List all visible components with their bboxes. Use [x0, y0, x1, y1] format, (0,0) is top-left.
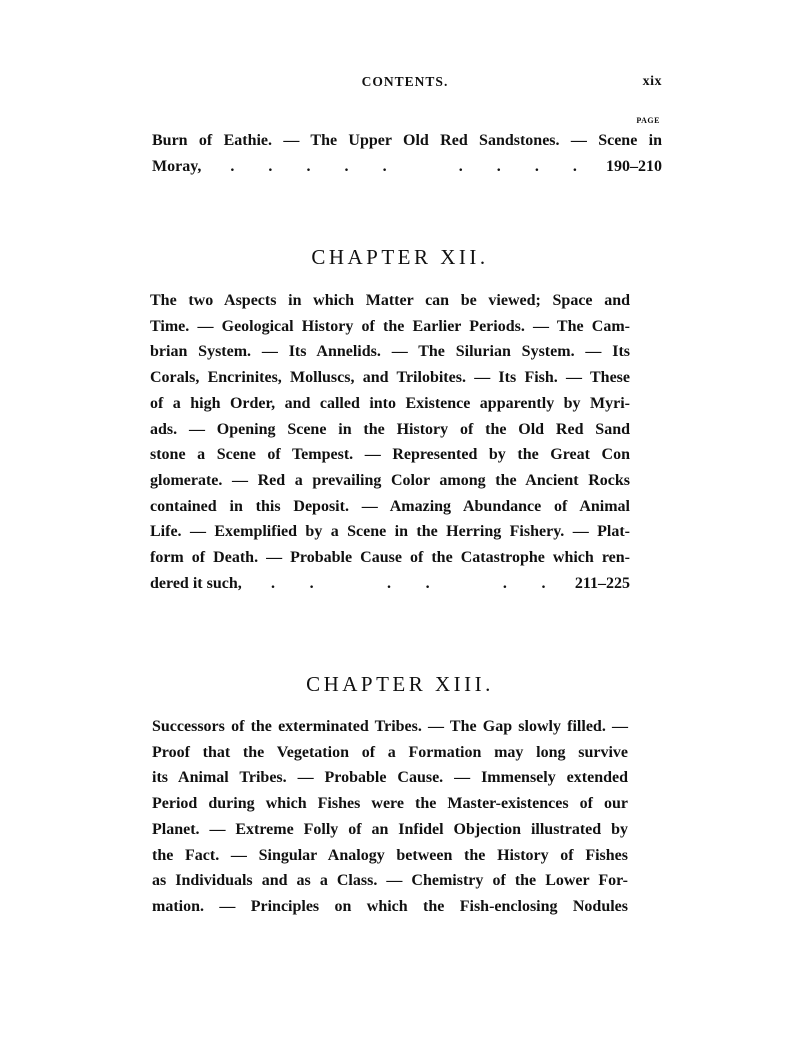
- page-column-label: PAGE: [636, 116, 660, 125]
- contents-entry-chapter-12: [150, 288, 630, 596]
- entry-last-text: dered it such,: [150, 574, 242, 592]
- entry-line: mation. — Principles on which the Fish-enclosing Nodules: [152, 897, 628, 915]
- entry-line: Burn of Eathie. — The Upper Old Red Sandstones. — Scene in: [152, 132, 662, 149]
- entry-line: Successors of the exterminated Tribes. — The Gap slowly filled. —: [152, 718, 628, 735]
- entry-line: Proof that the Vegetation of a Formation may long survive: [152, 743, 628, 761]
- entry-line: contained in this Deposit. — Amazing Abundance of Animal: [150, 497, 630, 515]
- contents-entry-chapter-11-continued: [152, 128, 662, 179]
- entry-line: Life. — Exemplified by a Scene in the Herring Fishery. — Plat-: [150, 523, 630, 541]
- entry-line: brian System. — Its Annelids. — The Silurian System. — Its: [150, 343, 630, 361]
- entry-line: glomerate. — Red a prevailing Color among the Ancient Rocks: [150, 471, 630, 489]
- page-range: 211–225: [574, 574, 630, 592]
- running-head: [150, 74, 660, 96]
- page-number: xix: [642, 74, 662, 89]
- entry-line: as Individuals and as a Class. — Chemistry of the Lower For-: [152, 872, 628, 890]
- entry-last-line: [152, 154, 662, 180]
- page-range: 190–210: [606, 157, 662, 175]
- entry-line: of a high Order, and called into Existence apparently by Myri-: [150, 394, 630, 412]
- dot-leaders: . . . . . . . . .: [230, 157, 577, 175]
- entry-line: Time. — Geological History of the Earlier Periods. — The Cam-: [150, 317, 630, 335]
- entry-line: the Fact. — Singular Analogy between the History of Fishes: [152, 846, 628, 864]
- contents-entry-chapter-13: [152, 714, 628, 920]
- entry-last-line: [150, 571, 630, 597]
- entry-line: Period during which Fishes were the Master-existences of our: [152, 795, 628, 813]
- entry-line: ads. — Opening Scene in the History of the Old Red Sand: [150, 420, 630, 438]
- chapter-heading-13: CHAPTER XIII.: [306, 672, 494, 696]
- entry-last-text: Moray,: [152, 157, 202, 175]
- running-title: CONTENTS.: [361, 74, 449, 89]
- entry-line: The two Aspects in which Matter can be viewed; Space and: [150, 292, 630, 309]
- dot-leaders: . . . . . .: [271, 574, 546, 592]
- entry-line: stone a Scene of Tempest. — Represented by the Great Con: [150, 446, 630, 464]
- entry-line: Planet. — Extreme Folly of an Infidel Objection illustrated by: [152, 820, 628, 838]
- entry-line: Corals, Encrinites, Molluscs, and Trilobites. — Its Fish. — These: [150, 369, 630, 387]
- entry-line: form of Death. — Probable Cause of the Catastrophe which ren-: [150, 549, 630, 567]
- entry-line: its Animal Tribes. — Probable Cause. — Immensely extended: [152, 769, 628, 787]
- chapter-heading-12: CHAPTER XII.: [311, 245, 489, 269]
